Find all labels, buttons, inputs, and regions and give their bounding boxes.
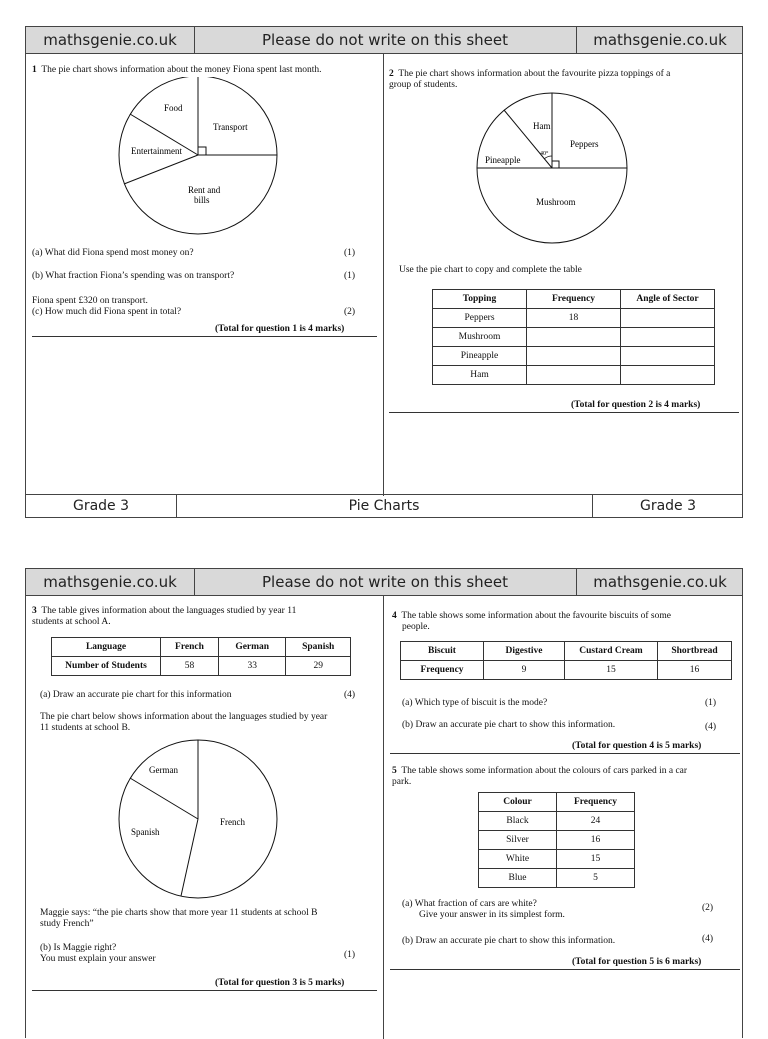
question-number: 2 — [389, 69, 394, 79]
worksheet-1 — [25, 26, 743, 518]
q1-end-rule — [32, 336, 377, 337]
q3-end-rule — [32, 990, 377, 991]
q3-maggie-line1: Maggie says: “the pie charts show that more year 11 students at school B — [40, 908, 318, 918]
sheet-header — [26, 569, 742, 596]
label-mushroom: Mushroom — [536, 197, 576, 207]
question-number: 5 — [392, 766, 397, 776]
q1-part-c-info: Fiona spent £320 on transport. — [32, 296, 148, 306]
q3-part-b-line2: You must explain your answer — [40, 954, 156, 964]
question-text: The table gives information about the languages studied by year 11 — [41, 606, 297, 616]
label-german: German — [149, 765, 178, 775]
q5-end-rule — [390, 969, 740, 970]
q4-part-b-marks: (4) — [705, 722, 717, 732]
table-row: Black 24 — [479, 812, 635, 831]
q3-table — [51, 637, 351, 676]
site-name-left: mathsgenie.co.uk — [26, 27, 195, 53]
q5-part-a-line1: (a) What fraction of cars are white? — [402, 899, 537, 909]
question-number: 3 — [32, 606, 37, 616]
worksheet-2 — [25, 568, 743, 1038]
q1-part-c-marks: (2) — [344, 307, 356, 317]
table-header: Topping — [433, 290, 527, 309]
question-text-line2: people. — [402, 622, 430, 632]
table-header: Frequency — [527, 290, 621, 309]
q1-part-b-marks: (1) — [344, 271, 356, 281]
grade-right: Grade 3 — [639, 498, 697, 514]
column-divider — [383, 53, 384, 496]
notice-banner: Please do not write on this sheet — [194, 569, 577, 595]
question-number: 4 — [392, 611, 397, 621]
q5-part-a-marks: (2) — [702, 903, 714, 913]
label-rent-line1: Rent and — [188, 185, 221, 195]
table-row: Number of Students 58 33 29 — [52, 657, 351, 676]
table-row: Silver 16 — [479, 831, 635, 850]
table-header: Biscuit — [401, 642, 484, 661]
sheet-footer — [26, 494, 742, 517]
question-text: The pie chart shows information about the favourite pizza toppings of a — [398, 69, 671, 79]
q4-part-a: (a) Which type of biscuit is the mode? — [402, 698, 548, 708]
q2-pie-chart — [474, 89, 634, 249]
question-text: The pie chart shows information about the money Fiona spent last month. — [41, 65, 322, 75]
q1-pie-chart — [118, 77, 308, 237]
q1-part-c: (c) How much did Fiona spent in total? — [32, 307, 182, 317]
q3-pie-chart — [116, 739, 286, 899]
label-peppers: Peppers — [570, 139, 599, 149]
q2-total: (Total for question 2 is 4 marks) — [571, 400, 701, 410]
label-transport: Transport — [213, 122, 248, 132]
q3-maggie-line2: study French” — [40, 919, 94, 929]
table-row: Pineapple — [433, 347, 715, 366]
table-header: Spanish — [286, 638, 351, 657]
q4-total: (Total for question 4 is 5 marks) — [572, 741, 702, 751]
q3-part-b-line1: (b) Is Maggie right? — [40, 943, 117, 953]
table-row: Mushroom — [433, 328, 715, 347]
q1-part-a-marks: (1) — [344, 248, 356, 258]
label-food: Food — [164, 103, 183, 113]
q4-end-rule — [390, 753, 740, 754]
q5-table — [478, 792, 635, 888]
notice-banner: Please do not write on this sheet — [194, 27, 577, 53]
label-pineapple: Pineapple — [485, 155, 521, 165]
q4-table — [400, 641, 732, 680]
table-header: Colour — [479, 793, 557, 812]
table-header: Shortbread — [658, 642, 732, 661]
site-name-left: mathsgenie.co.uk — [26, 569, 195, 595]
q2-end-rule — [389, 412, 739, 413]
table-header: French — [161, 638, 219, 657]
q3-part-b-marks: (1) — [344, 950, 356, 960]
table-row: Frequency 9 15 16 — [401, 661, 732, 680]
question-text-line2: students at school A. — [32, 617, 111, 627]
table-row: Peppers 18 — [433, 309, 715, 328]
sheet-header — [26, 27, 742, 54]
column-divider — [383, 595, 384, 1039]
q5-total: (Total for question 5 is 6 marks) — [572, 957, 702, 967]
label-ham: Ham — [533, 121, 551, 131]
question-number: 1 — [32, 65, 37, 75]
q3-part-a: (a) Draw an accurate pie chart for this information — [40, 690, 232, 700]
topic-title: Pie Charts — [176, 495, 593, 517]
table-header: Language — [52, 638, 161, 657]
site-name-right: mathsgenie.co.uk — [593, 31, 727, 49]
q4-part-a-marks: (1) — [705, 698, 717, 708]
site-name-right: mathsgenie.co.uk — [593, 573, 727, 591]
label-spanish: Spanish — [131, 827, 160, 837]
q2-instruction: Use the pie chart to copy and complete the table — [399, 265, 582, 275]
table-header: Digestive — [484, 642, 565, 661]
table-row: Blue 5 — [479, 869, 635, 888]
question-text: The table shows some information about the colours of cars parked in a car — [401, 766, 688, 776]
angle-label: 40° — [540, 151, 549, 157]
table-row: Ham — [433, 366, 715, 385]
label-french: French — [220, 817, 245, 827]
table-header: German — [218, 638, 286, 657]
q1-part-a: (a) What did Fiona spend most money on? — [32, 248, 194, 258]
label-rent-line2: bills — [194, 195, 210, 205]
table-header: Custard Cream — [565, 642, 658, 661]
q5-part-a-line2: Give your answer in its simplest form. — [419, 910, 565, 920]
question-text: The table shows some information about the favourite biscuits of some — [401, 611, 671, 621]
q5-part-b-marks: (4) — [702, 934, 714, 944]
q3-part-a-marks: (4) — [344, 690, 356, 700]
table-header: Angle of Sector — [621, 290, 715, 309]
q1-part-b: (b) What fraction Fiona’s spending was on transport? — [32, 271, 235, 281]
grade-left: Grade 3 — [26, 495, 177, 517]
q3-total: (Total for question 3 is 5 marks) — [215, 978, 345, 988]
q1-total: (Total for question 1 is 4 marks) — [215, 324, 345, 334]
table-header: Frequency — [557, 793, 635, 812]
q3-pie-intro-line1: The pie chart below shows information about the languages studied by year — [40, 712, 328, 722]
label-entertainment: Entertainment — [131, 146, 182, 156]
q2-table — [432, 289, 715, 385]
question-text-line2: group of students. — [389, 80, 458, 90]
q5-part-b: (b) Draw an accurate pie chart to show this information. — [402, 936, 616, 946]
table-row: White 15 — [479, 850, 635, 869]
q3-pie-intro-line2: 11 students at school B. — [40, 723, 131, 733]
question-text-line2: park. — [392, 777, 412, 787]
q4-part-b: (b) Draw an accurate pie chart to show this information. — [402, 720, 616, 730]
